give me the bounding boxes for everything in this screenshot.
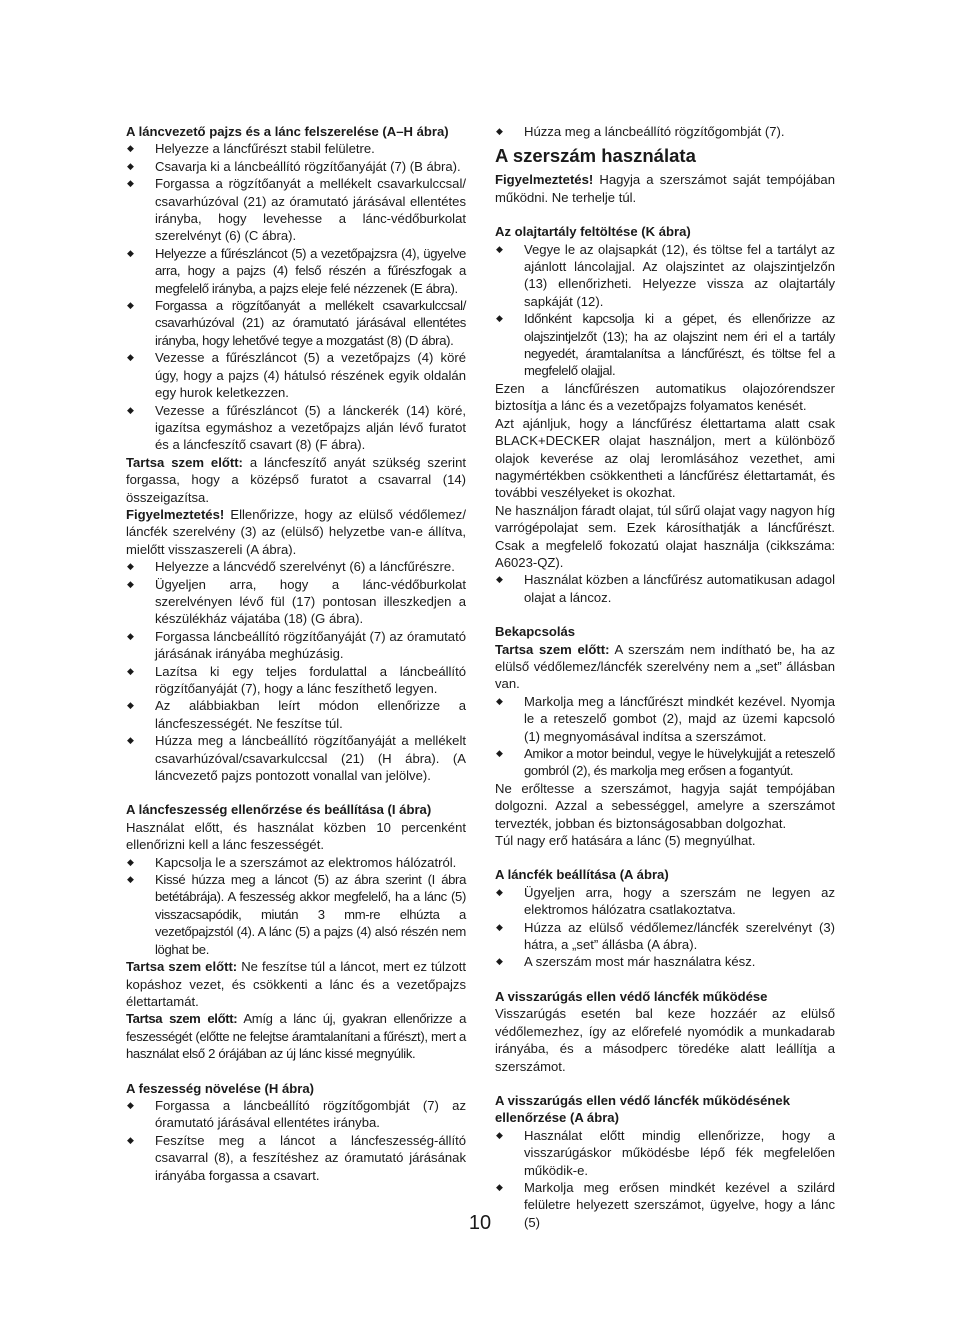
section-heading-large: A szerszám használata (495, 145, 696, 167)
section-heading: A láncfék beállítása (A ábra) (495, 867, 669, 883)
list-item: ◆ Időnként kapcsolja ki a gépet, és ellenőrizze az olajszintjelzőt (13); ha az olajszint nem éri el a tartály negyedét, áramtalanítsa a láncfűrészt, és töltse fel a megfelelő olajjal. (496, 311, 835, 379)
diamond-bullet-icon: ◆ (496, 313, 503, 324)
bullet-list (126, 1097, 466, 1184)
list-item: ◆ Használat előtt mindig ellenőrizze, hogy a visszarúgáskor működésbe lépő fék megfelelően működik-e. (496, 1127, 835, 1178)
note-paragraph: Tartsa szem előtt: Ne feszítse túl a láncot, mert ez túlzott kopáshoz vezet, és csökkenti a lánc és a vezetőpajzs élettartamát. (126, 959, 466, 1009)
note-paragraph: Tartsa szem előtt: a láncfeszítő anyát szükség szerint forgassa, hogy a középső furatot a csavarral (14) összeigazítsa. (126, 454, 466, 505)
list-item: ◆ Forgassa a rögzítőanyát a mellékelt csavarkulccsal/ csavarhúzóval (21) az óramutató járásával ellentétes irányba, hogy lehetővé tegye a mozgatást (8) (D ábra). (127, 298, 466, 348)
section-heading: A visszarúgás ellen védő láncfék működésének ellenőrzése (A ábra) (495, 1092, 790, 1126)
diamond-bullet-icon: ◆ (127, 1099, 134, 1110)
paragraph: Túl nagy erő hatására a lánc (5) megnyúlhat. (495, 833, 756, 849)
note-label: Tartsa szem előtt: (126, 959, 238, 975)
list-item: ◆ Markolja meg a láncfűrészt mindkét kezével. Nyomja le a reteszelő gombot (2), majd az üzemi kapcsoló (1) megnyomásával indítsa a szerszámot. (496, 693, 835, 744)
list-item: ◆ Vezesse a fűrészláncot (5) a vezetőpajzs (4) köré úgy, hogy a pajzs (4) hátulsó részének egyik oldalán egy hurok keletkezzen. (127, 350, 466, 401)
bullet-list (495, 693, 835, 780)
diamond-bullet-icon: ◆ (496, 886, 503, 897)
paragraph: Visszarúgás esetén bal keze hozzáér az elülső védőlemezhez, így az előrefelé nyomódik a munkadarab irányába, és a másodperc töredéke alatt leállítja a szerszámot. (495, 1006, 835, 1074)
diamond-bullet-icon: ◆ (127, 874, 134, 885)
section-heading: Az olajtartály feltöltése (K ábra) (495, 224, 691, 240)
paragraph: Azt ajánljuk, hogy a láncfűrész élettartama alatt csak BLACK+DECKER olajat használjon, mert a különböző olajok keverése az olaj leromlásához vezethet, ami nagymértékben csökkentheti a láncfűrész élettartamát, és további veszélyeket is okozhat. (495, 415, 835, 501)
right-column (495, 123, 835, 1231)
note-label: Tartsa szem előtt: (126, 454, 243, 470)
list-item: ◆ Kapcsolja le a szerszámot az elektromos hálózatról. (127, 854, 457, 870)
paragraph: Ezen a láncfűrészen automatikus olajozórendszer biztosítja a lánc és a vezetőpajzs folyamatos kenését. (495, 380, 835, 414)
bullet-list (126, 140, 466, 453)
page-number: 10 (468, 1212, 492, 1234)
section-heading: A visszarúgás ellen védő láncfék működése (495, 988, 768, 1004)
list-item: ◆ Forgassa láncbeállító rögzítőanyáját (7) az óramutató járásának irányába meghúzásig. (127, 628, 466, 662)
diamond-bullet-icon: ◆ (127, 735, 134, 746)
diamond-bullet-icon: ◆ (127, 561, 134, 572)
spacer (126, 784, 466, 801)
list-item: ◆ Markolja meg erősen mindkét kezével a szilárd felületre helyezett szerszámot, ügyelve, hogy a lánc (5) (496, 1179, 835, 1230)
section-heading: A láncfeszesség ellenőrzése és beállítása (I ábra) (126, 802, 432, 818)
diamond-bullet-icon: ◆ (127, 300, 134, 311)
list-item: ◆ Ügyeljen arra, hogy a szerszám ne legyen az elektromos hálózatra csatlakoztatva. (496, 884, 835, 918)
diamond-bullet-icon: ◆ (496, 695, 503, 706)
diamond-bullet-icon: ◆ (127, 1134, 134, 1145)
paragraph: Használat előtt, és használat közben 10 percenként ellenőrizni kell a lánc feszességét. (126, 819, 466, 853)
list-item: ◆ Lazítsa ki egy teljes fordulattal a láncbeállító rögzítőanyáját (7), hogy a lánc feszíthető legyen. (127, 663, 466, 696)
diamond-bullet-icon: ◆ (496, 574, 503, 585)
spacer (495, 206, 835, 223)
diamond-bullet-icon: ◆ (127, 143, 134, 154)
list-item: ◆ Helyezze a fűrészláncot (5) a vezetőpajzsra (4), ügyelve arra, hogy a pajzs (4) felső részén a fűrészfogak a megfelelő irányba, a pajzs eleje felé nézzenek (E ábra). (127, 245, 466, 296)
section-heading: A láncvezető pajzs és a lánc felszerelése (A–H ábra) (126, 124, 449, 139)
list-item: ◆ Csavarja ki a láncbeállító rögzítőanyáját (7) (B ábra). (127, 158, 461, 174)
list-item: ◆ Forgassa a láncbeállító rögzítőgombját (7) az óramutató járásával ellentétes irányba. (127, 1097, 466, 1131)
paragraph: Ne használjon fáradt olajat, túl sűrű olajat vagy nagyon híg varrógépolajat sem. Ezek károsíthatják a láncfűrészt. Csak a megfelelő fokozatú olajat használja (cikkszáma: A6023-QZ). (495, 502, 835, 570)
list-item: ◆ Feszítse meg a láncot a láncfeszesség-állító csavarral (8), a feszítéshez az óramutató járásának irányába forgassa a csavart. (127, 1132, 466, 1183)
diamond-bullet-icon: ◆ (127, 665, 134, 676)
bullet-list (126, 558, 466, 784)
note-paragraph: Tartsa szem előtt: A szerszám nem indítható be, ha az elülső védőlemez/láncfék szerelvény nem a „set” állásban van. (495, 641, 835, 692)
spacer (495, 971, 835, 988)
list-item: ◆ Húzza meg a láncbeállító rögzítőgombját (7). (496, 124, 785, 139)
diamond-bullet-icon: ◆ (496, 1181, 503, 1192)
diamond-bullet-icon: ◆ (496, 1129, 503, 1140)
list-item: ◆ Húzza az elülső védőlemez/láncfék szerelvényt (3) hátra, a „set” állásba (A ábra). (496, 919, 835, 953)
diamond-bullet-icon: ◆ (496, 921, 503, 932)
warning-label: Figyelmeztetés! (126, 506, 225, 522)
spacer (495, 1075, 835, 1092)
spacer (126, 1063, 466, 1080)
list-item: ◆ Kissé húzza meg a láncot (5) az ábra szerint (I ábra betétábrája). A feszesség akkor megfelelő, ha a lánc (5) visszacsapódik, miután 3 mm-re elhúzta a vezetőpajzstól (4). A lánc (5) a pajzs (4) alsó részén nem löghat be. (127, 872, 466, 957)
warning-paragraph: Figyelmeztetés! Ellenőrizze, hogy az elülső védőlemez/ láncfék szerelvény (3) az (elülső) helyzetbe van-e állítva, mielőtt visszaszereli (A ábra). (126, 506, 466, 557)
list-item: ◆ Amikor a motor beindul, vegye le hüvelykujját a reteszelő gombról (2), és markolja meg erősen a fogantyút. (496, 746, 835, 779)
paragraph: Ne erőltesse a szerszámot, hagyja saját tempójában dolgozni. Azzal a sebességgel, amelyre a szerszámot tervezték, jobban és biztonságosabban dolgozhat. (495, 780, 835, 831)
diamond-bullet-icon: ◆ (127, 856, 134, 867)
diamond-bullet-icon: ◆ (127, 700, 134, 711)
diamond-bullet-icon: ◆ (127, 578, 134, 589)
spacer (495, 849, 835, 866)
diamond-bullet-icon: ◆ (496, 748, 503, 758)
list-item: ◆ Helyezze a láncfűrészt stabil felületre. (127, 141, 375, 157)
list-item: ◆ Vegye le az olajsapkát (12), és töltse fel a tartályt az ajánlott láncolajjal. Az olajszintet az olajszintjelzőn (13) ellenőrizheti. Helyezze vissza az olajtartály sapkáját (12). (496, 241, 835, 309)
warning-paragraph: Figyelmeztetés! Hagyja a szerszámot saját tempójában működni. Ne terhelje túl. (495, 172, 835, 205)
note-paragraph: Tartsa szem előtt: Amíg a lánc új, gyakran ellenőrizze a feszességét (előtte ne felejtse áramtalanítani a fűrészt), mert a használat első 2 órájában az új lánc kissé megnyúlik. (126, 1011, 466, 1062)
section-heading: A feszesség növelése (H ábra) (126, 1080, 314, 1096)
list-item: ◆ Vezesse a fűrészláncot (5) a lánckerék (14) köré, igazítsa egymáshoz a vezetőpajzs alján lévő furatot és a láncfeszítő csavart (8) (F ábra). (127, 402, 466, 453)
note-label: Tartsa szem előtt: (495, 641, 610, 657)
diamond-bullet-icon: ◆ (127, 630, 134, 641)
bullet-list (495, 571, 835, 606)
diamond-bullet-icon: ◆ (127, 352, 134, 363)
diamond-bullet-icon: ◆ (496, 243, 503, 254)
diamond-bullet-icon: ◆ (496, 956, 503, 967)
diamond-bullet-icon: ◆ (496, 126, 503, 136)
bullet-list (126, 854, 466, 958)
left-column (126, 123, 466, 1184)
list-item: ◆ Ügyeljen arra, hogy a lánc-védőburkolat szerelvényen lévő fül (17) pontosan illeszkedjen a készülékház vájatába (18) (G ábra). (127, 576, 466, 627)
section-heading: Bekapcsolás (495, 624, 576, 640)
bullet-list (495, 123, 835, 140)
list-item: ◆ Használat közben a láncfűrész automatikusan adagol olajat a láncoz. (496, 572, 835, 605)
note-label: Tartsa szem előtt: (126, 1011, 238, 1027)
list-item: ◆ Az alábbiakban leírt módon ellenőrizze a láncfeszességét. Ne feszítse túl. (127, 698, 466, 731)
bullet-list (495, 241, 835, 380)
list-item: ◆ Helyezze a láncvédő szerelvényt (6) a láncfűrészre. (127, 559, 455, 575)
bullet-list (495, 884, 835, 971)
diamond-bullet-icon: ◆ (127, 404, 134, 415)
diamond-bullet-icon: ◆ (127, 160, 134, 171)
warning-label: Figyelmeztetés! (495, 172, 594, 188)
list-item: ◆ Forgassa a rögzítőanyát a mellékelt csavarkulccsal/ csavarhúzóval (21) az óramutató járásával ellentétes irányba, hogy levehesse a lánc-védőburkolat szerelvényt (6) (C ábra). (127, 176, 466, 244)
diamond-bullet-icon: ◆ (127, 247, 134, 258)
list-item: ◆ Húzza meg a láncbeállító rögzítőanyáját a mellékelt csavarhúzóval/csavarkulccsal (21) (H ábra). (A láncvezető pajzs pontozott vonallal van jelölve). (127, 733, 466, 784)
diamond-bullet-icon: ◆ (127, 178, 134, 189)
spacer (495, 606, 835, 623)
list-item: ◆ A szerszám most már használatra kész. (496, 954, 756, 970)
